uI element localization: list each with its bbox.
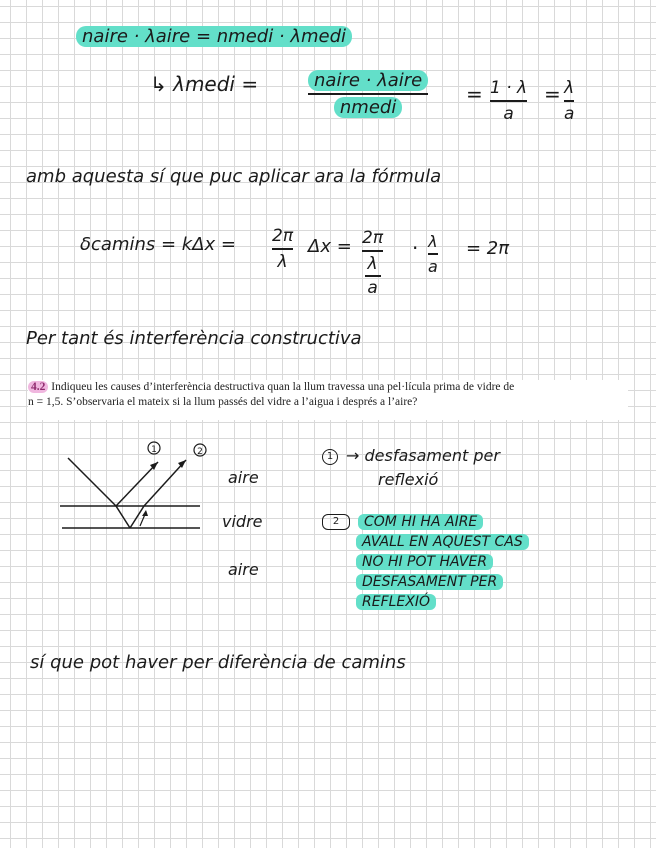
answer-item-1-line-2: reflexió (378, 470, 439, 489)
multiply-dot: · (412, 236, 419, 260)
delta-x-label: Δx = (308, 236, 352, 257)
equals-2pi: = 2π (466, 238, 510, 259)
fraction-denominator: a (428, 257, 438, 276)
fraction-bar (308, 93, 428, 95)
nested-denominator: a (367, 278, 378, 298)
fraction-numerator: 2π (272, 226, 294, 246)
problem-text-2: n = 1,5. S’observaria el mateix si la llum passés del vidre a l’aigua i després a l’aire? (28, 396, 418, 408)
problem-number-badge: 4.2 (28, 381, 48, 393)
fraction-numerator: λ (428, 232, 438, 251)
fraction-bar (490, 100, 527, 102)
reflected-ray-1 (116, 462, 158, 506)
problem-text-1: Indiqueu les causes d’interferència destructiva quan la llum travessa una pel·lícula prima de vidre de (51, 381, 515, 393)
medium-label-top: aire (228, 468, 259, 487)
note-apply-formula: amb aquesta sí que puc aplicar ara la fórmula (26, 166, 442, 187)
answer-item-1-text: → desfasament per (346, 446, 500, 465)
equals-sign: = (466, 82, 483, 106)
note-constructive-interference: Per tant és interferència constructiva (26, 328, 362, 349)
internal-reflected-ray (130, 506, 144, 528)
fraction-lambda-over-a (564, 78, 574, 124)
incident-ray (68, 458, 116, 506)
note-arrow-lambda-medi (150, 72, 258, 96)
thin-film-diagram (50, 436, 210, 536)
nested-numerator: λ (367, 254, 378, 274)
highlight: naire · λaire = nmedi · λmedi (76, 26, 352, 47)
equals-sign: = (544, 82, 561, 106)
refracted-ray (116, 506, 130, 528)
fraction-bar (272, 248, 293, 250)
highlighted-text: AVALL EN AQUEST CAS (356, 534, 529, 550)
fraction-denominator: a (564, 104, 575, 124)
fraction-denominator (365, 254, 381, 298)
fraction-denominator: λ (277, 252, 288, 272)
fraction-denominator: nmedi (334, 97, 402, 118)
answer-item-2-line (322, 514, 529, 530)
note-line-wavelength-relation (76, 26, 352, 47)
fraction-2pi-over-lambda (272, 226, 293, 272)
fraction-numerator: λ (564, 78, 575, 98)
answer-number-1: 1 (322, 449, 338, 465)
fraction-bar (428, 253, 438, 255)
answer-item-2-line (322, 594, 529, 610)
fraction-naire-over-nmedi (308, 70, 428, 118)
problem-statement (28, 380, 628, 420)
fraction-lambda-over-a-2 (428, 232, 438, 276)
answer-item-2-line (322, 574, 529, 590)
medium-label-bottom: aire (228, 560, 259, 579)
answer-item-2-line (322, 534, 529, 550)
fraction-numerator: naire · λaire (308, 70, 428, 91)
answer-item-2-line (322, 554, 529, 570)
lambda-medi-label: ↳ λmedi = (150, 72, 259, 96)
answer-item-1 (322, 446, 500, 465)
fraction-2pi-over-lambda-over-a (362, 228, 383, 298)
highlighted-text: REFLEXIÓ (356, 594, 436, 610)
medium-label-mid: vidre (222, 512, 263, 531)
ray-label-2: 2 (197, 447, 203, 457)
fraction-numerator: 1 · λ (490, 78, 528, 98)
highlighted-text: NO HI POT HAVER (356, 554, 493, 570)
nested-fraction-bar (365, 275, 381, 277)
fraction-one-lambda-over-a (490, 78, 527, 124)
answer-item-2 (322, 514, 529, 614)
answer-number-2: 2 (322, 514, 350, 530)
small-arrowhead (142, 510, 148, 516)
note-path-difference: δcamins = kΔx = (80, 234, 236, 255)
reflected-ray-2 (144, 460, 186, 506)
highlighted-text: COM HI HA AIRE (358, 514, 483, 530)
problem-line-1 (28, 380, 628, 395)
ray-label-1: 1 (151, 445, 157, 455)
highlighted-text: DESFASAMENT PER (356, 574, 503, 590)
fraction-denominator: a (503, 104, 514, 124)
fraction-bar (362, 250, 383, 252)
fraction-numerator: 2π (362, 228, 384, 248)
note-path-difference-conclusion: sí que pot haver per diferència de camins (30, 652, 406, 673)
fraction-bar (564, 100, 574, 102)
